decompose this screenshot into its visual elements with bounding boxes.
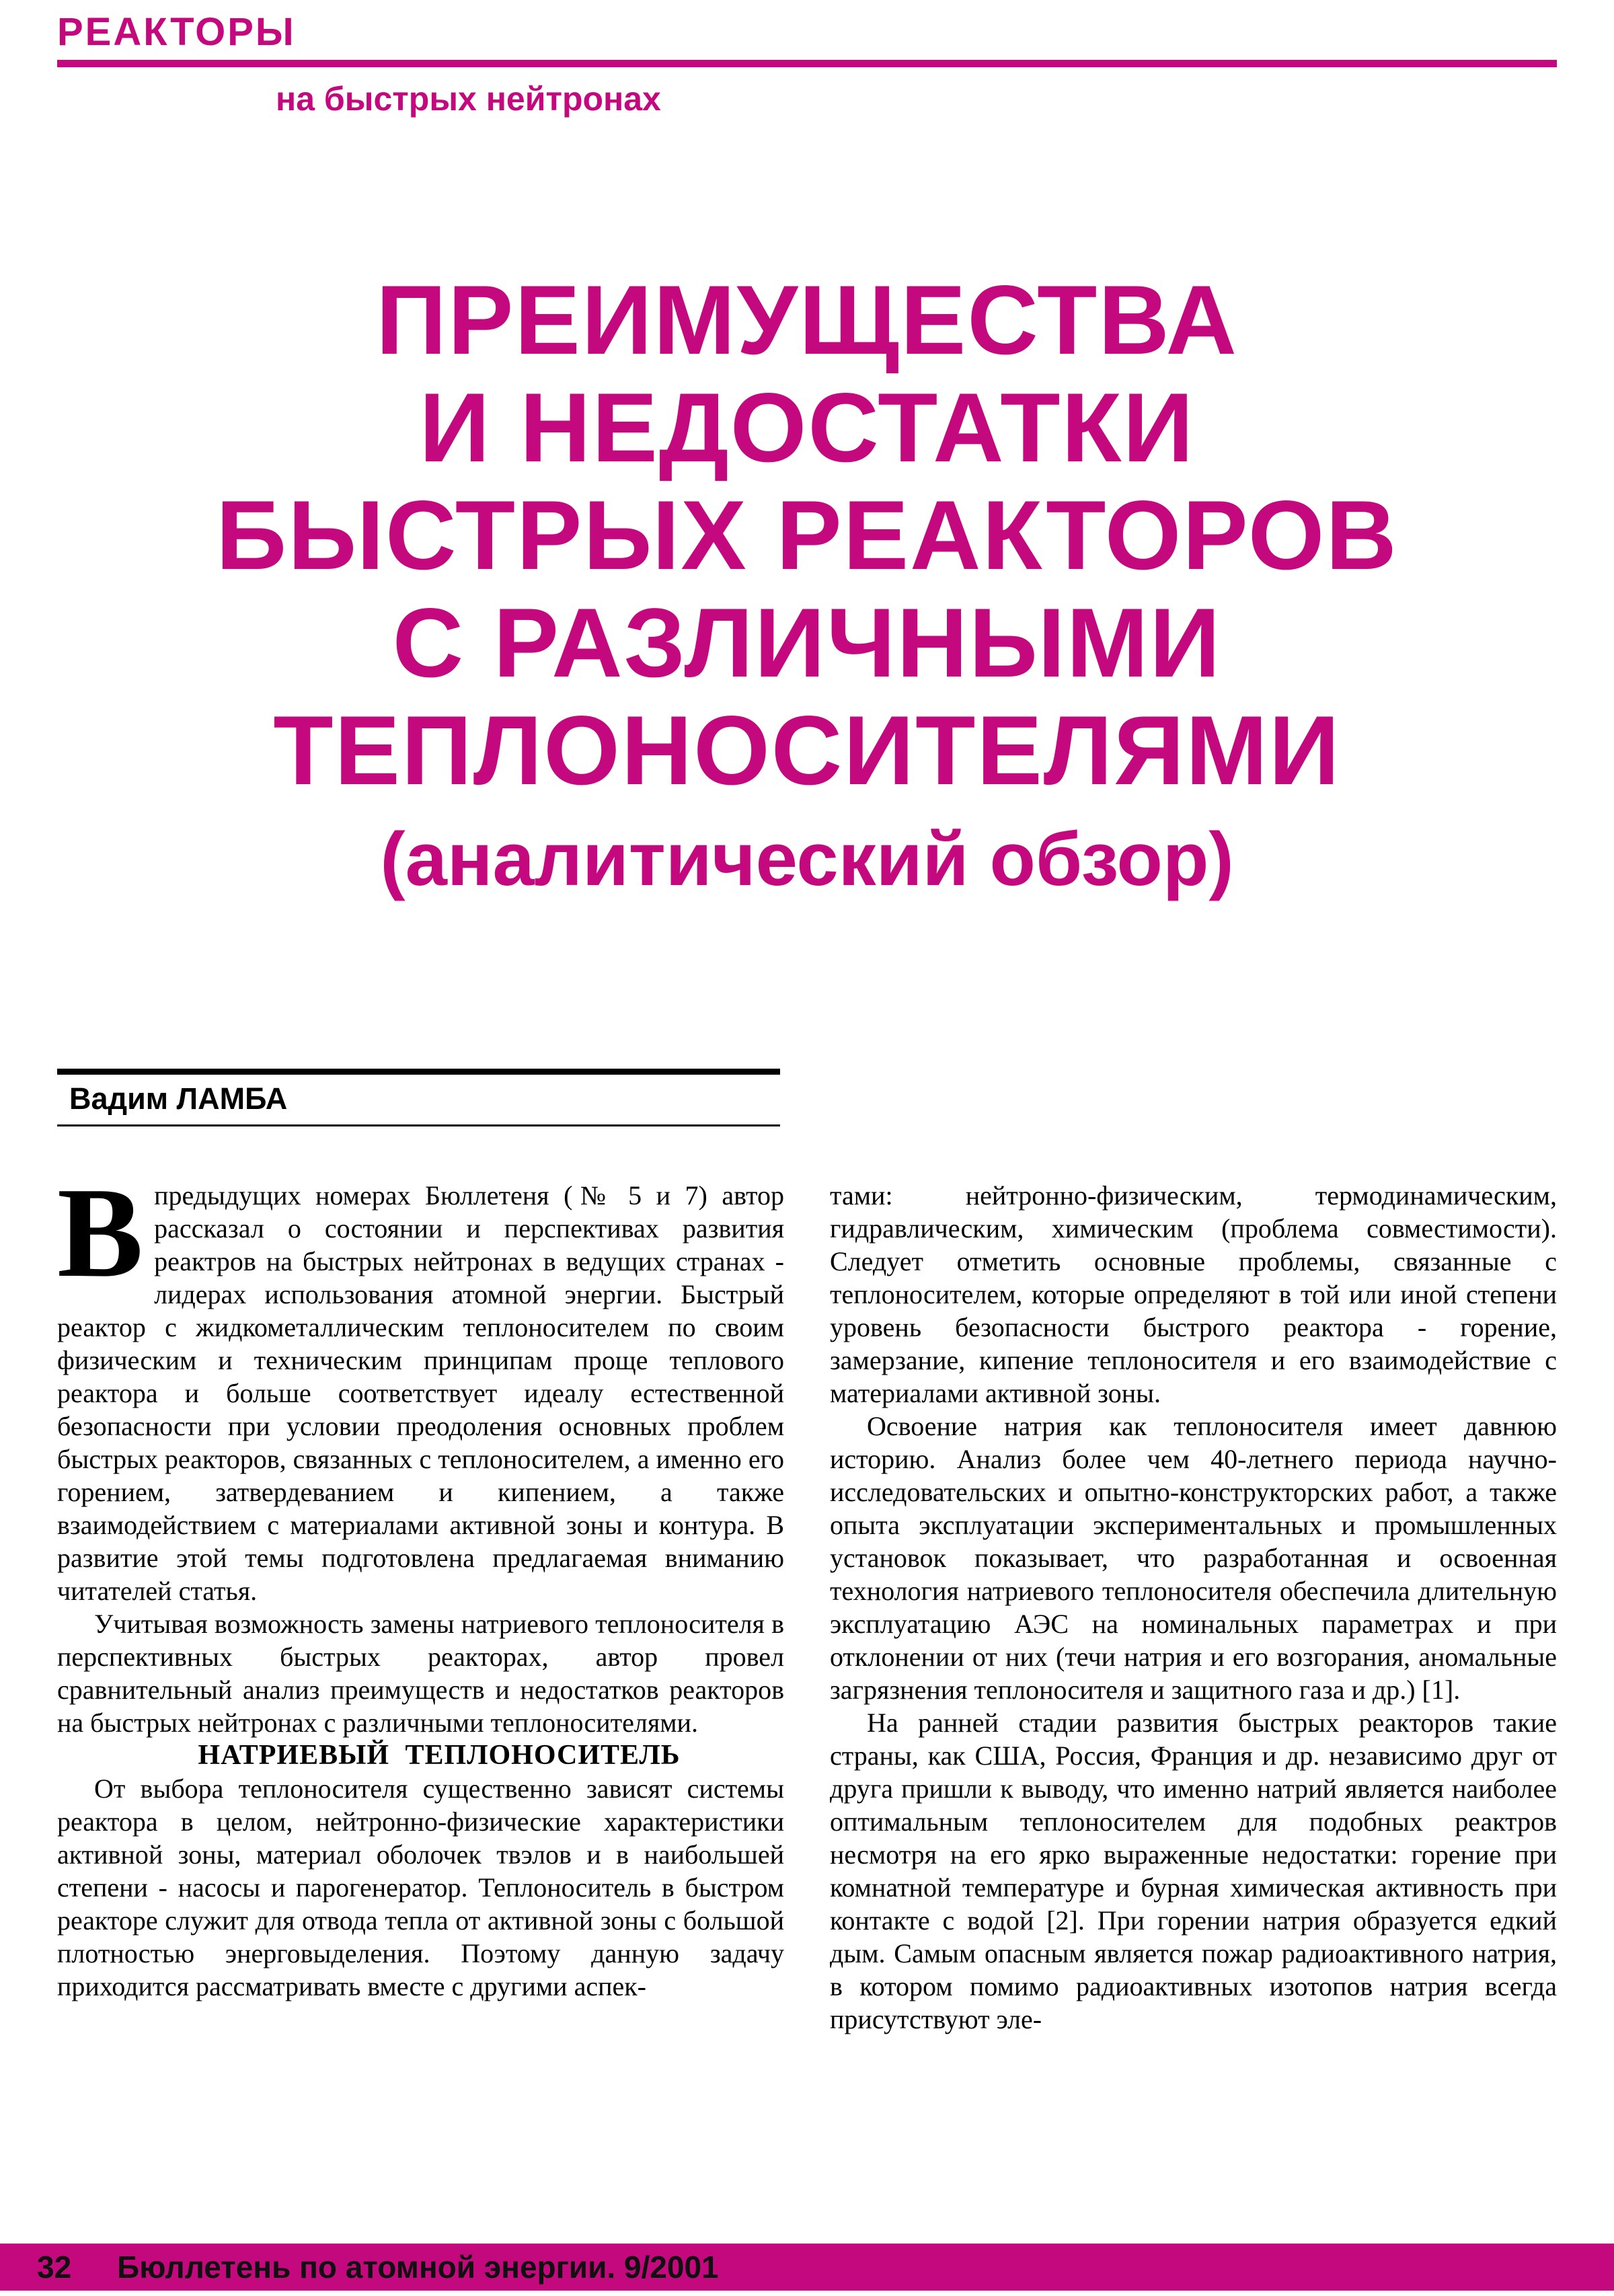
article-title-line: И НЕДОСТАТКИ [419, 373, 1195, 482]
author-rule-bottom [57, 1124, 780, 1126]
page-number: 32 [37, 2250, 72, 2285]
author-rule-top [57, 1069, 780, 1075]
paragraph: На ранней стадии развития быстрых реакторов такие страны, как США, Россия, Франция и др. независимо друг от друга пришли к выводу, что именно натрий является наиболее оптимальным теплоносителем для подобных реактров несмотря на его ярко выраженные недостатки: горение при комнатной температуре и бурная химическая активность при контакте с водой [2]. При горении натрия образуется едкий дым. Самым опасным является пожар радиоактивного натрия, в котором помимо радиоактивных изотопов натрия всегда присутствуют эле- [830, 1708, 1557, 2034]
article-title-line: БЫСТРЫХ РЕАКТОРОВ [216, 480, 1398, 590]
article-body [57, 1161, 1557, 2036]
section-heading: НАТРИЕВЫЙ ТЕПЛОНОСИТЕЛЬ [198, 1740, 681, 1771]
paragraph: От выбора теплоносителя существенно зависят системы реактора в целом, нейтронно-физические характеристики активной зоны, материал оболочек твэлов и в наибольшей степени - насосы и парогенератор. Теплоноситель в быстром реакторе служит для отвода тепла от активной зоны с большой плотностью энерговыделения. Поэтому данную задачу приходится рассматривать вместе с другими аспек- [57, 1773, 784, 2001]
section-subkicker: на быстрых нейтронах [276, 80, 661, 118]
right-column [830, 1179, 1557, 2036]
author-block [57, 1069, 780, 1126]
paragraph: Освоение натрия как теплоносителя имеет давнюю историю. Анализ более чем 40-летнего периода научно-исследовательских и опытно-конструкторских работ, а также опыта эксплуатации экспериментальных и промышленных установок показывает, что разработанная и освоенная технология натриевого теплоносителя обеспечила длительную эксплуатацию АЭС на номинальных параметрах и при отклонении от них (течи натрия и его возгорания, аномальные загрязнения теплоносителя и защитного газа и др.) [1]. [830, 1411, 1557, 1705]
article-subtitle: (аналитический обзор) [380, 817, 1234, 901]
footer-bar [0, 2244, 1614, 2291]
dropcap-letter: В [57, 1161, 144, 1304]
article-title [57, 266, 1557, 904]
kicker-underline-rule [57, 60, 1557, 67]
article-title-line: ТЕПЛОНОСИТЕЛЯМИ [273, 695, 1341, 805]
paragraph-text: предыдущих номерах Бюллетеня (№ 5 и 7) автор рассказал о состоянии и перспективах развития реактров на быстрых нейтронах в ведущих странах - лидерах использования атомной энергии. Быстрый реактор с жидкометаллическим теплоносителем по своим физическим и техническим принципам проще теплового реактора и больше соответствует идеалу естественной безопасности при условии преодоления основных проблем быстрых реакторов, связанных с теплоносителем, а именно его горением, затвердеванием и кипением, а также взаимодействием с материалами активной зоны и контура. В развитие этой темы подготовлена предлагаемая вниманию читателей статья. [57, 1180, 784, 1606]
section-kicker: РЕАКТОРЫ [57, 10, 296, 54]
paragraph: тами: нейтронно-физическим, термодинамическим, гидравлическим, химическим (проблема совместимости). Следует отметить основные проблемы, связанные с теплоносителем, которые определяют в той или иной степени уровень безопасности быстрого реактора - горение, замерзание, кипение теплоносителя и его взаимодействие с материалами активной зоны. [830, 1180, 1557, 1408]
left-column [57, 1161, 784, 2036]
article-title-line: С РАЗЛИЧНЫМИ [392, 588, 1222, 697]
article-title-line: ПРЕИМУЩЕСТВА [376, 265, 1238, 375]
journal-title: Бюллетень по атомной энергии. 9/2001 [117, 2250, 719, 2285]
author-name: Вадим ЛАМБА [69, 1081, 288, 1116]
paragraph: Учитывая возможность замены натриевого теплоносителя в перспективных быстрых реакторах, автор провел сравнительный анализ преимуществ и недостатков реакторов на быстрых нейтронах с различными теплоносителями. [57, 1609, 784, 1738]
paragraph-lead [57, 1161, 784, 1607]
